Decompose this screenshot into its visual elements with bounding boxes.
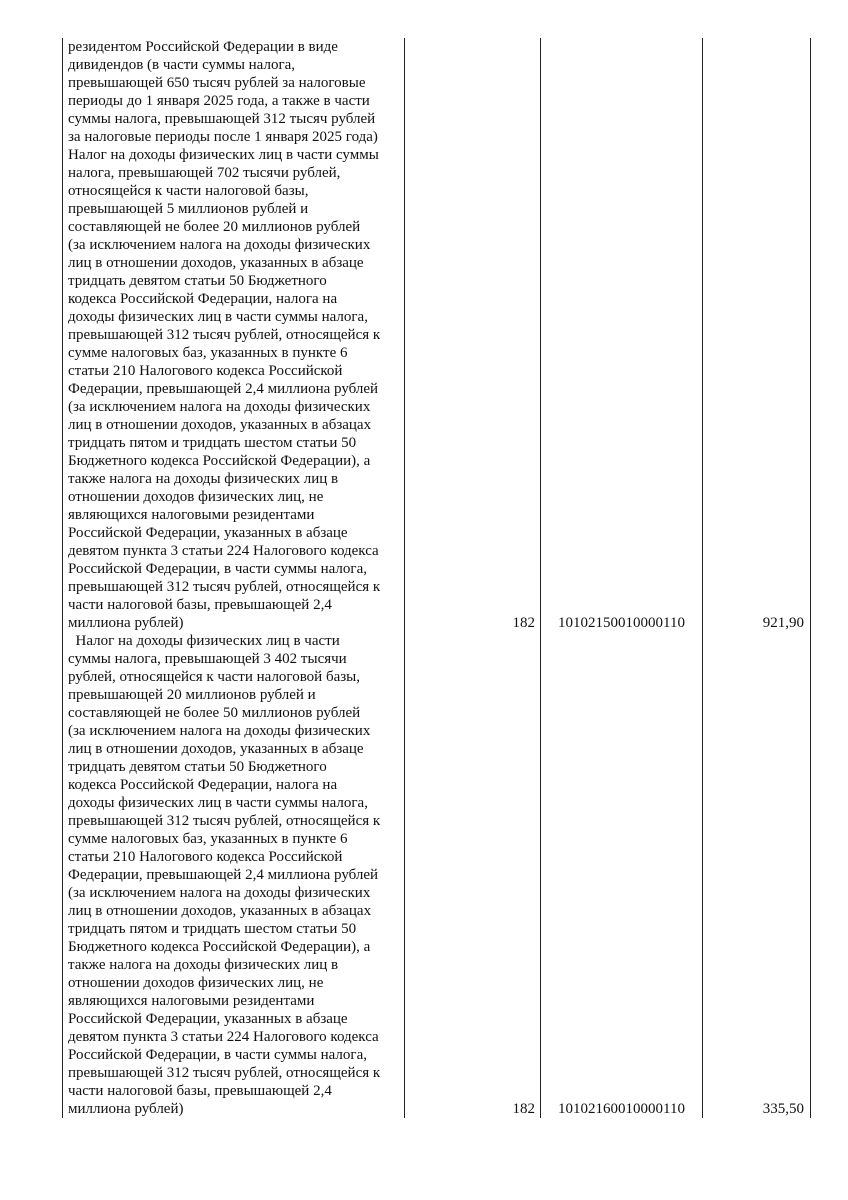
budget-classification-code: 10102160010000110 xyxy=(541,632,703,1118)
revenue-description: Налог на доходы физических лиц в части суммы налога, превышающей 3 402 тысячи рублей, относящейся к части налоговой базы, превышающей 20 миллионов рублей и составляющей не более 50 миллионов рублей (за исключением налога на доходы физических лиц в отношении доходов, указанных в абзаце тридцать девятом статьи 50 Бюджетного кодекса Российской Федерации, налога на доходы физических лиц в части суммы налога, превышающей 312 тысяч рублей, относящейся к сумме налоговых баз, указанных в пункте 6 статьи 210 Налогового кодекса Российской Федерации, превышающей 2,4 миллиона рублей (за исключением налога на доходы физических лиц в отношении доходов, указанных в абзацах тридцать пятом и тридцать шестом статьи 50 Бюджетного кодекса Российской Федерации), а также налога на доходы физических лиц в отношении доходов физических лиц, не являющихся налоговыми резидентами Российской Федерации, указанных в абзаце девятом пункта 3 статьи 224 Налогового кодекса Российской Федерации, в части суммы налога, превышающей 312 тысяч рублей, относящейся к части налоговой базы, превышающей 2,4 миллиона рублей) xyxy=(63,632,405,1118)
amount: 335,50 xyxy=(703,632,811,1118)
revenue-description: резидентом Российской Федерации в виде дивидендов (в части суммы налога, превышающей 650 тысяч рублей за налоговые периоды до 1 января 2025 года, а также в части суммы налога, превышающей 312 тысяч рублей за налоговые периоды после 1 января 2025 года) Налог на доходы физических лиц в части суммы налога, превышающей 702 тысячи рублей, относящейся к части налоговой базы, превышающей 5 миллионов рублей и составляющей не более 20 миллионов рублей (за исключением налога на доходы физических лиц в отношении доходов, указанных в абзаце тридцать девятом статьи 50 Бюджетного кодекса Российской Федерации, налога на доходы физических лиц в части суммы налога, превышающей 312 тысяч рублей, относящейся к сумме налоговых баз, указанных в пункте 6 статьи 210 Налогового кодекса Российской Федерации, превышающей 2,4 миллиона рублей (за исключением налога на доходы физических лиц в отношении доходов, указанных в абзацах тридцать пятом и тридцать шестом статьи 50 Бюджетного кодекса Российской Федерации), а также налога на доходы физических лиц в отношении доходов физических лиц, не являющихся налоговыми резидентами Российской Федерации, указанных в абзаце девятом пункта 3 статьи 224 Налогового кодекса Российской Федерации, в части суммы налога, превышающей 312 тысяч рублей, относящейся к части налоговой базы, превышающей 2,4 миллиона рублей) xyxy=(63,38,405,632)
revenue-table xyxy=(62,38,811,1118)
admin-code: 182 xyxy=(405,38,541,632)
budget-classification-code: 10102150010000110 xyxy=(541,38,703,632)
table-row xyxy=(63,38,811,632)
amount: 921,90 xyxy=(703,38,811,632)
table-row xyxy=(63,632,811,1118)
admin-code: 182 xyxy=(405,632,541,1118)
